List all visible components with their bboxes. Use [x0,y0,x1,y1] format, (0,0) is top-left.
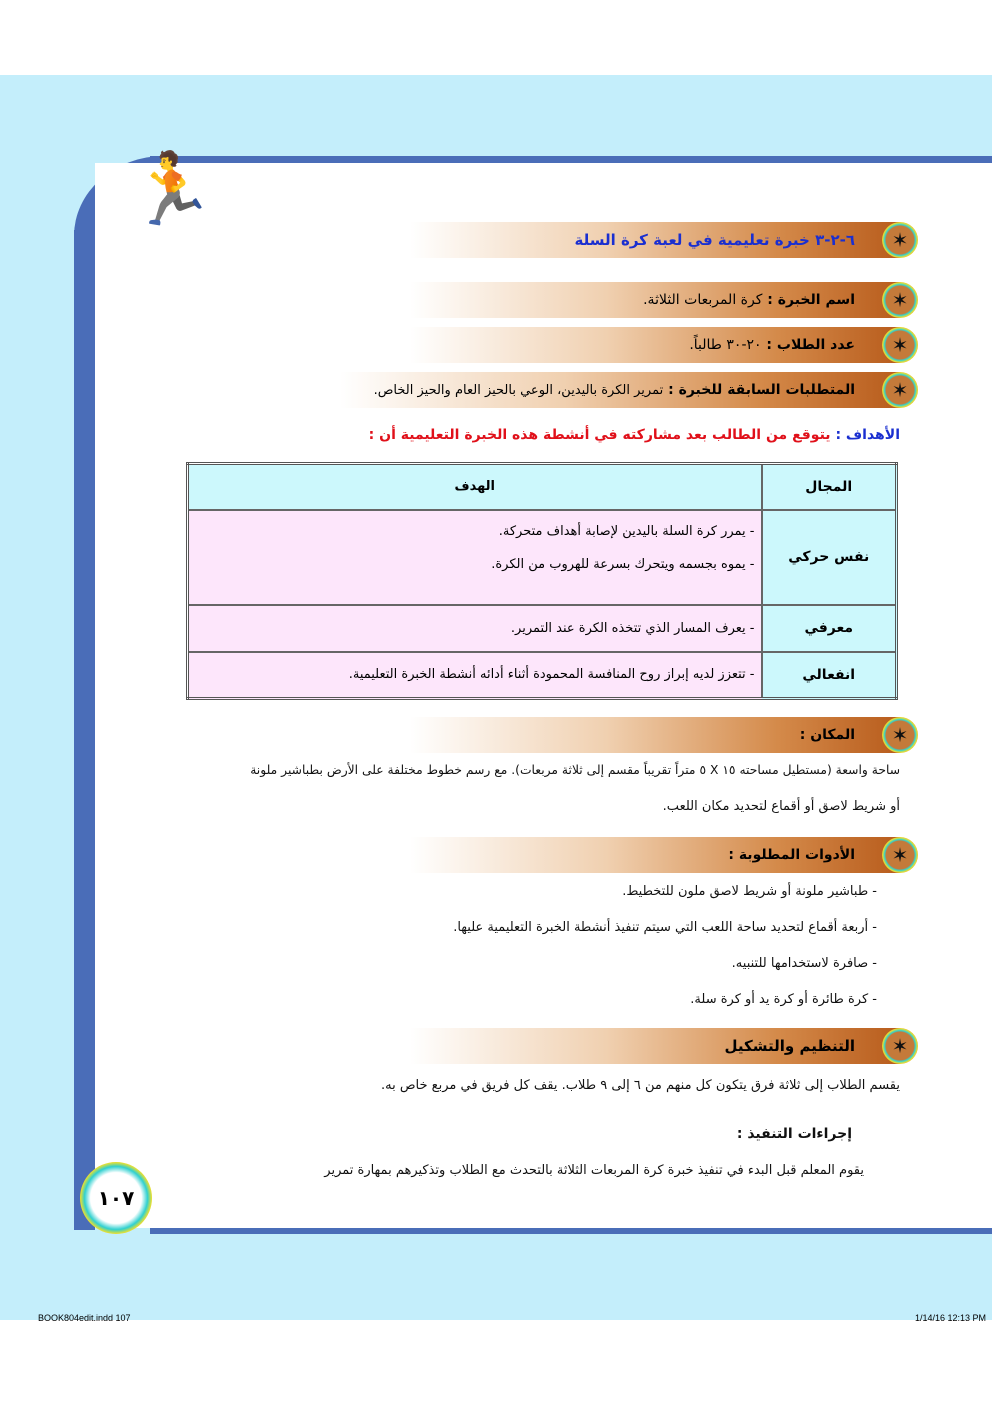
tool-item: - أربعة أقماع لتحديد ساحة اللعب التي سيتم تنفيذ أنشطة الخبرة التعليمية عليها. [453,920,877,935]
tools-bar [410,837,909,873]
tool-item: - كرة طائرة أو كرة يد أو كرة سلة. [690,992,877,1007]
procedures-heading: إجراءات التنفيذ : [736,1126,852,1142]
objectives [369,427,900,443]
label: عدد الطلاب : [766,337,855,353]
place-text: ساحة واسعة (مستطيل مساحته ١٥ X ٥ متراً تقريباً مقسم إلى ثلاثة مربعات). مع رسم خطوط مختلفة على الأرض بطباشير ملونة [250,763,900,777]
basketball-icon: ✶ [882,1028,918,1064]
value: كرة المربعات الثلاثة. [643,292,763,308]
basketball-icon: ✶ [882,222,918,258]
footer-date: 1/14/16 12:13 PM [914,1313,986,1323]
frame-top [150,156,992,163]
organization-bar [410,1028,909,1064]
label: التنظيم والتشكيل [724,1037,855,1055]
tool-item: - صافرة لاستخدامها للتنبيه. [731,956,877,971]
label: المتطلبات السابقة للخبرة : [668,382,855,398]
section-title [410,222,909,258]
procedures-text: يقوم المعلم قبل البدء في تنفيذ خبرة كرة المربعات الثلاثة بالتحدث مع الطلاب وتذكيرهم بمهارة تمرير [324,1163,864,1178]
experience-name-bar [410,282,909,318]
domain-cell: انفعالي [762,652,897,699]
frame-bottom [150,1228,992,1234]
objectives-table [186,462,898,700]
students-bar [410,327,909,363]
prerequisites-bar [340,372,909,408]
label: المكان : [799,727,855,743]
goal: - يموه بجسمه ويتحرك بسرعة للهروب من الكرة. [491,557,755,572]
player-figure-icon: 🏃 [128,148,216,230]
organization-text: يقسم الطلاب إلى ثلاثة فرق يتكون كل منهم من ٦ إلى ٩ طلاب. يقف كل فريق في مربع خاص به. [380,1078,900,1093]
goal-cell: - تتعزز لديه إبراز روح المنافسة المحمودة أثناء أدائه أنشطة الخبرة التعليمية. [188,652,762,699]
header-domain: المجال [762,464,897,510]
value: ٢٠-٣٠ طالباً. [689,337,762,353]
basketball-icon: ✶ [882,282,918,318]
domain-cell: نفس حركي [762,510,897,605]
goal-cell [188,510,762,605]
place-bar [410,717,909,753]
frame-left [74,230,95,1230]
label: الأهداف : [835,427,900,443]
place-text: أو شريط لاصق أو أقماع لتحديد مكان اللعب. [662,799,900,814]
basketball-icon: ✶ [882,837,918,873]
basketball-icon: ✶ [882,372,918,408]
footer-file: BOOK804edit.indd 107 [38,1313,131,1323]
label: الأدوات المطلوبة : [728,847,855,863]
domain-cell: معرفي [762,605,897,652]
goal: - يمرر كرة السلة باليدين لإصابة أهداف متحركة. [498,524,755,539]
title-text: ٦-٢-٣ خبرة تعليمية في لعبة كرة السلة [574,231,855,249]
value: يتوقع من الطالب بعد مشاركته في أنشطة هذه الخبرة التعليمية أن : [368,427,831,443]
label: اسم الخبرة : [767,292,855,308]
basketball-icon: ✶ [882,327,918,363]
goal-cell: - يعرف المسار الذي تتخذه الكرة عند التمرير. [188,605,762,652]
tool-item: - طباشير ملونة أو شريط لاصق ملون للتخطيط. [622,884,877,899]
page-number: ١٠٧ [80,1162,152,1234]
value: تمرير الكرة باليدين، الوعي بالحيز العام والحيز الخاص. [373,382,664,398]
header-goal: الهدف [188,464,762,510]
basketball-icon: ✶ [882,717,918,753]
